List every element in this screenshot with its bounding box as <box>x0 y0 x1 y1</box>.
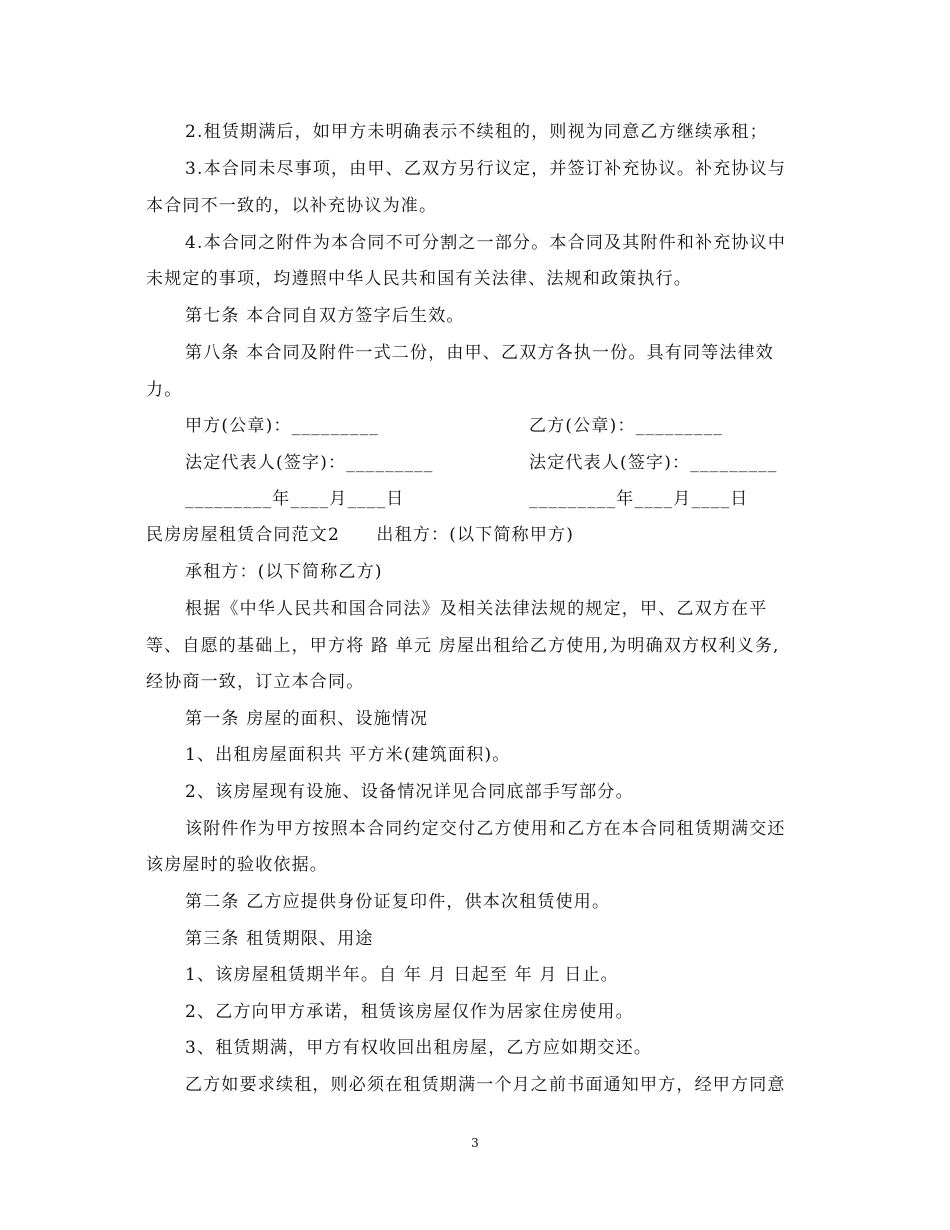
article-heading: 第二条 乙方应提供身份证复印件，供本次租赁使用。 <box>185 892 611 912</box>
page-number: 3 <box>471 1136 479 1150</box>
paragraph-line: 2、该房屋现有设施、设备情况详见合同底部手写部分。 <box>185 782 634 802</box>
paragraph-line: 1、出租房屋面积共 平方米(建筑面积)。 <box>185 745 511 765</box>
contract-title-line: 民房房屋租赁合同范文2 出租方：(以下简称甲方) <box>146 525 575 545</box>
party-a-seal: 甲方(公章)：_________ <box>185 416 379 436</box>
party-b-seal: 乙方(公章)：_________ <box>529 416 723 436</box>
paragraph-line: 该房屋时的验收依据。 <box>146 855 328 875</box>
paragraph-line: 未规定的事项，均遵照中华人民共和国有关法律、法规和政策执行。 <box>146 269 692 289</box>
paragraph-line: 力。 <box>146 380 183 400</box>
party-a-representative: 法定代表人(签字)：_________ <box>185 453 434 473</box>
paragraph-line: 2、乙方向甲方承诺，租赁该房屋仅作为居家住房使用。 <box>185 1002 634 1022</box>
paragraph-line: 4.本合同之附件为本合同不可分割之一部分。本合同及其附件和补充协议中 <box>185 233 787 253</box>
party-b-representative: 法定代表人(签字)：_________ <box>529 453 778 473</box>
paragraph-line: 该附件作为甲方按照本合同约定交付乙方使用和乙方在本合同租赁期满交还 <box>185 819 786 839</box>
paragraph-line: 第七条 本合同自双方签字后生效。 <box>185 306 465 326</box>
paragraph-line: 乙方如要求续租，则必须在租赁期满一个月之前书面通知甲方，经甲方同意 <box>185 1075 786 1095</box>
paragraph-line: 1、该房屋租赁期半年。自 年 月 日起至 年 月 日止。 <box>185 965 619 985</box>
article-heading: 第三条 租赁期限、用途 <box>185 929 374 949</box>
paragraph-line: 3.本合同未尽事项，由甲、乙双方另行议定，并签订补充协议。补充协议与 <box>185 159 787 179</box>
paragraph-line: 承租方：(以下简称乙方) <box>185 562 383 582</box>
article-heading: 第一条 房屋的面积、设施情况 <box>185 709 429 729</box>
paragraph-line: 本合同不一致的，以补充协议为准。 <box>146 196 438 216</box>
party-b-date: _________年____月____日 <box>529 489 749 509</box>
paragraph-line: 第八条 本合同及附件一式二份，由甲、乙双方各执一份。具有同等法律效 <box>185 343 775 363</box>
paragraph-line: 等、自愿的基础上，甲方将 路 单元 房屋出租给乙方使用,为明确双方权利义务, <box>146 636 780 656</box>
paragraph-line: 2.租赁期满后，如甲方未明确表示不续租的，则视为同意乙方继续承租； <box>185 122 768 142</box>
paragraph-line: 经协商一致，订立本合同。 <box>146 672 365 692</box>
paragraph-line: 根据《中华人民共和国合同法》及相关法律法规的规定，甲、乙双方在平 <box>185 599 768 619</box>
paragraph-line: 3、租赁期满，甲方有权收回出租房屋，乙方应如期交还。 <box>185 1038 653 1058</box>
party-a-date: _________年____月____日 <box>185 489 405 509</box>
